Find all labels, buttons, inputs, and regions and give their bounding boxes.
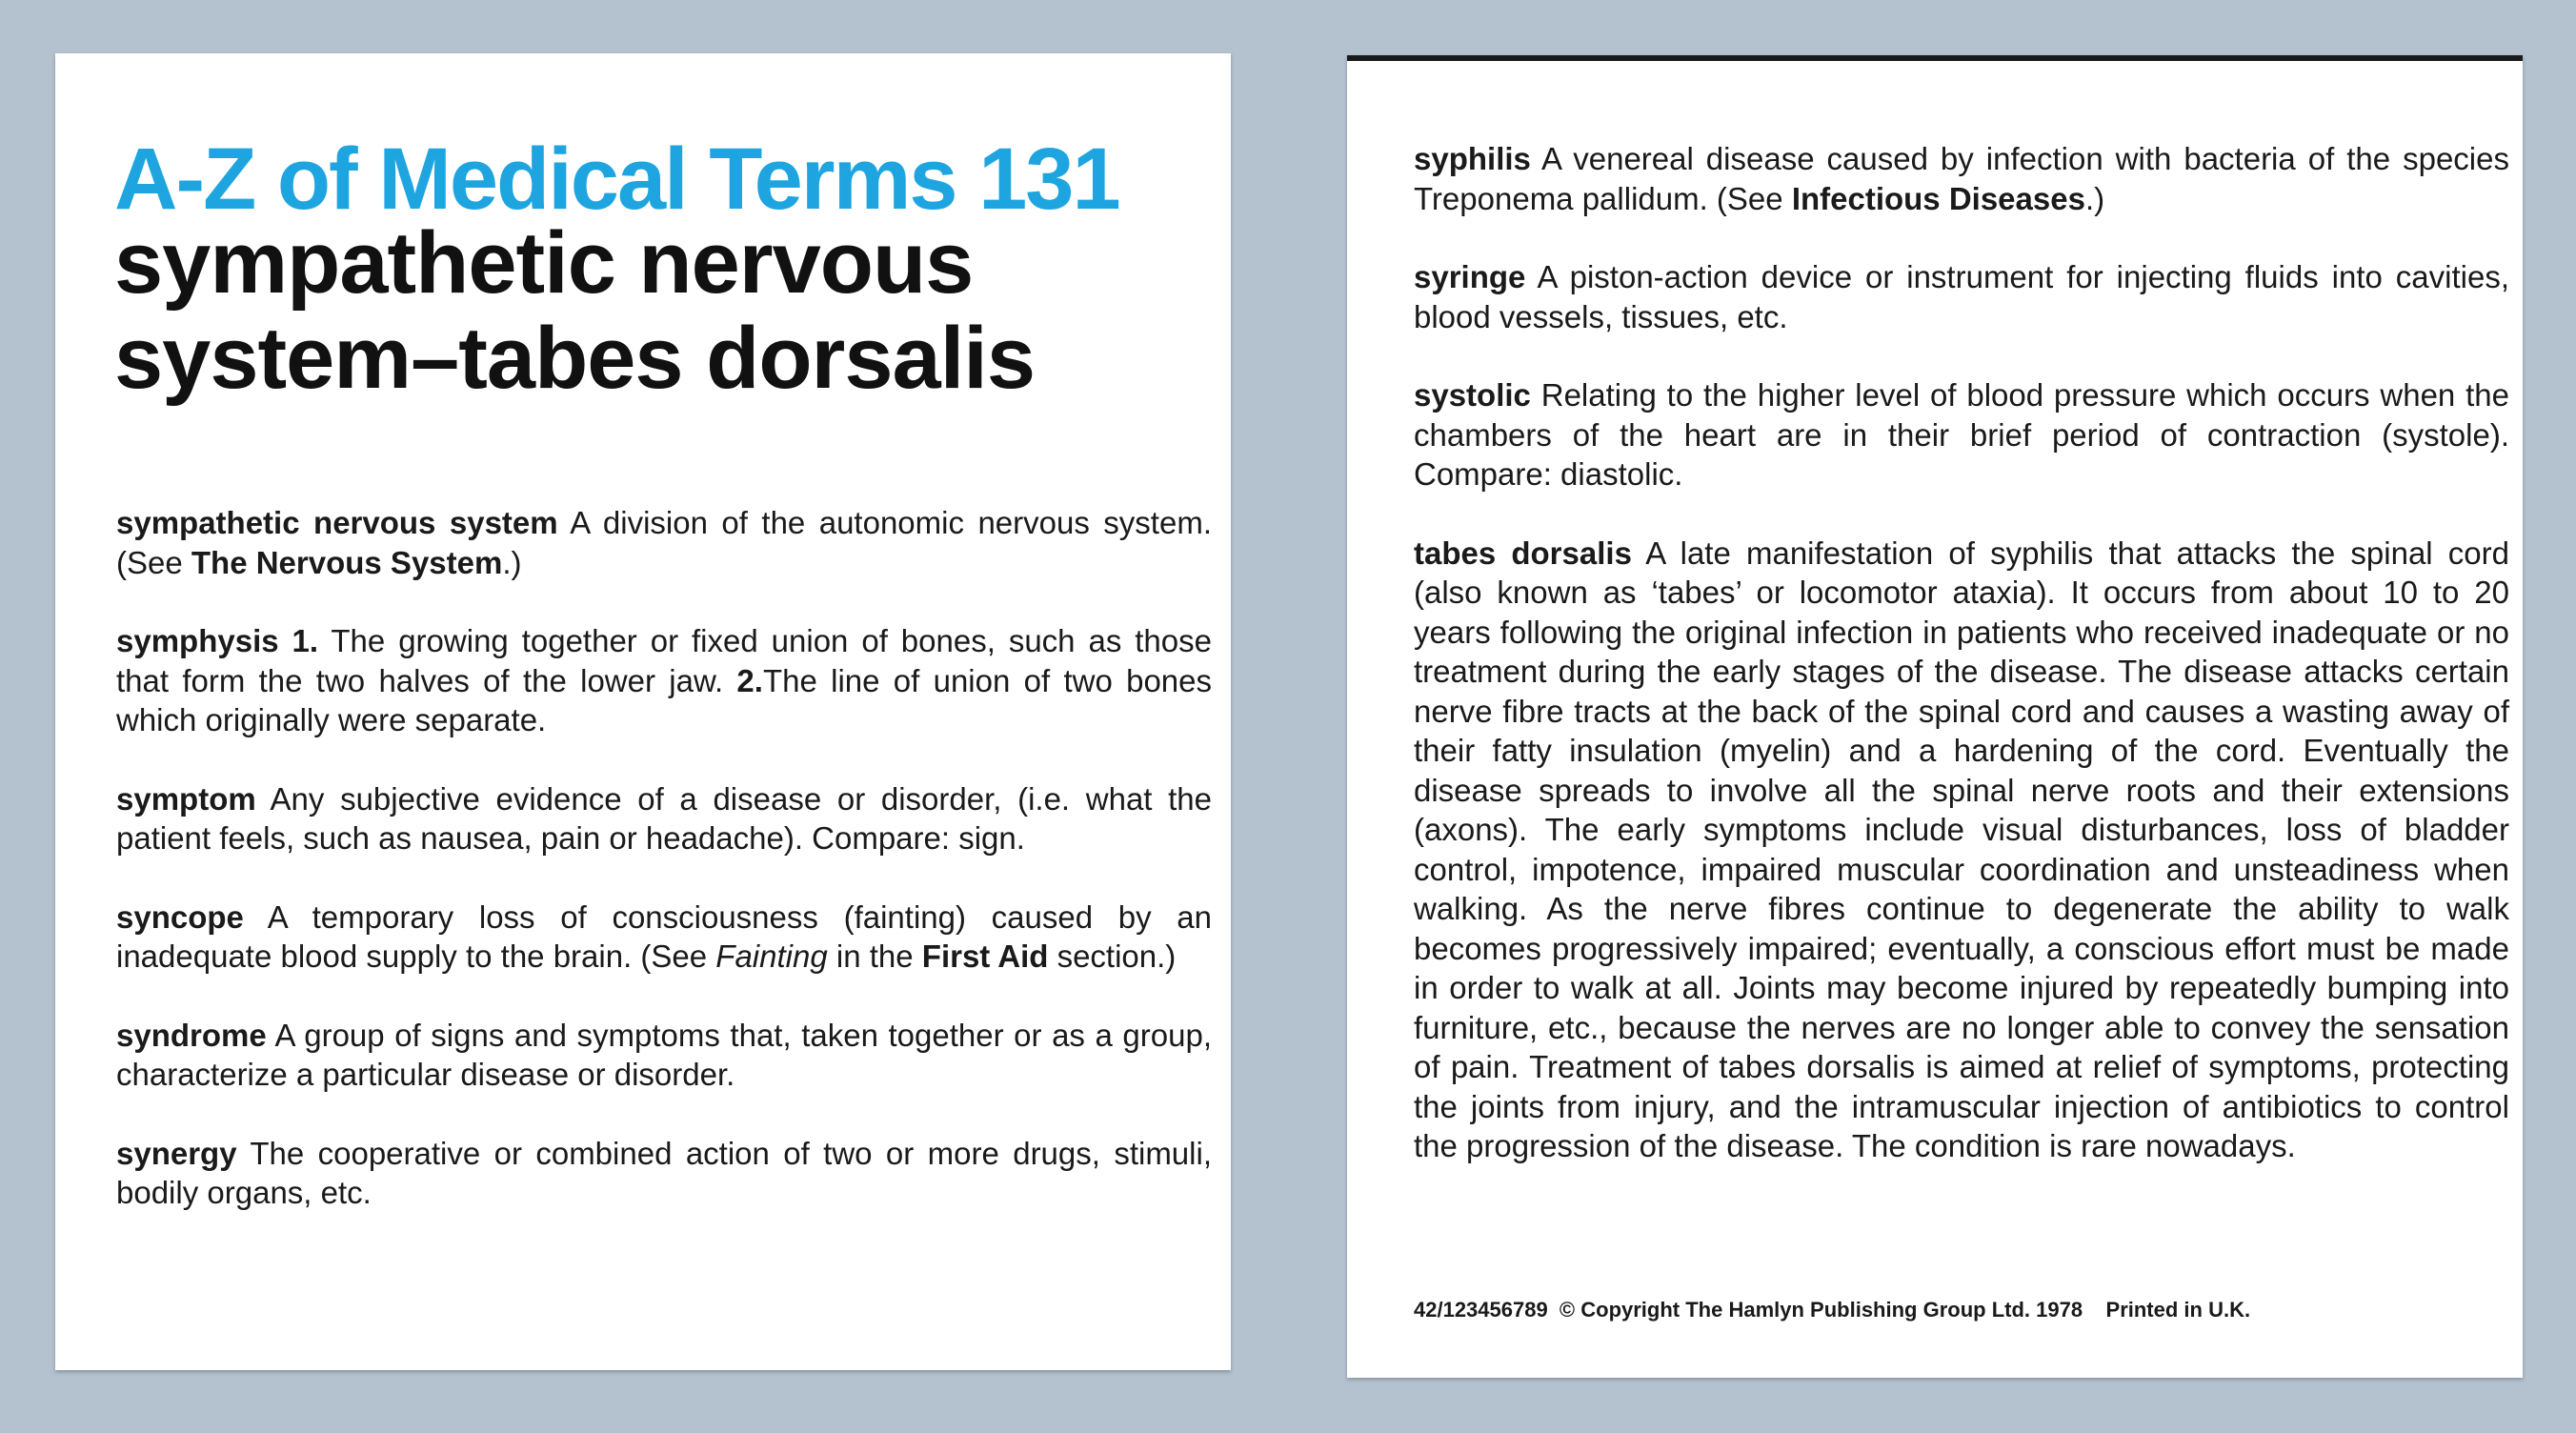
entry-term: syphilis <box>1414 141 1531 176</box>
entry-cross-reference: The Nervous System <box>191 544 503 580</box>
entry-tabes-dorsalis <box>1414 534 2509 1166</box>
entry-term: tabes dorsalis <box>1414 535 1632 571</box>
card-back <box>1347 55 2523 1378</box>
entry-term: syringe <box>1414 259 1526 294</box>
entry-definition: Any subjective evidence of a disease or disorder, (i.e. what the patient feels, such as nausea, pain or headache). Compare: sign. <box>116 780 1212 856</box>
entries-list <box>1414 139 2509 1205</box>
card-front <box>55 53 1231 1370</box>
entry-term: symptom <box>116 780 256 817</box>
entry-syncope <box>116 898 1212 977</box>
entry-syndrome <box>116 1016 1212 1095</box>
series-title: A-Z of Medical Terms 131 <box>114 131 1119 228</box>
entry-italic-reference: Fainting <box>715 939 828 974</box>
copyright-footer: 42/123456789 © Copyright The Hamlyn Publishing Group Ltd. 1978 Printed in U.K. <box>1414 1298 2251 1322</box>
entry-definition: A division of the autonomic nervous system. (See <box>116 505 1212 580</box>
entry-synergy <box>116 1134 1212 1213</box>
entry-definition: The growing together or fixed union of bones, such as those that form the two halves of the lower jaw. <box>116 623 1212 698</box>
entry-term: syndrome <box>116 1017 267 1053</box>
entry-symphysis <box>116 621 1212 740</box>
entry-definition: A temporary loss of consciousness (fainting) caused by an inadequate blood supply to the brain. (See <box>116 898 1212 974</box>
entry-definition: A venereal disease caused by infection with bacteria of the species Treponema pallidum. (See <box>1414 141 2509 216</box>
entry-definition: Relating to the higher level of blood pressure which occurs when the chambers of the heart are in their brief period of contraction (systole). Compare: diastolic. <box>1414 377 2509 492</box>
entry-syphilis <box>1414 139 2509 218</box>
entry-cross-reference: First Aid <box>921 939 1049 974</box>
entry-term: sympathetic nervous system <box>116 505 558 540</box>
entry-term: syncope <box>116 898 244 935</box>
entry-sympathetic-nervous-system <box>116 503 1212 582</box>
subtitle-line-2: system–tabes dorsalis <box>114 310 1035 407</box>
entry-definition: A late manifestation of syphilis that attacks the spinal cord (also known as ‘tabes’ or locomotor ataxia). It occurs from about 10 to 20 years following the original infection in patients who received inadequate or no treatment during the early stages of the disease. The disease attacks certain nerve fibre tracts at the back of the spinal cord and causes a wasting away of their fatty insulation (myelin) and a hardening of the cord. Eventually the disease spreads to involve all the spinal nerve roots and their extensions (axons). The early symptoms include visual disturbances, loss of bladder control, impotence, impaired muscular coordination and unsteadiness when walking. As the nerve fibres continue to degenerate the ability to walk becomes progressively impaired; eventually, a conscious effort must be made in order to walk at all. Joints may become injured by repeatedly bumping into furniture, etc., because the nerves are no longer able to convey the sensation of pain. Treatment of tabes dorsalis is aimed at relief of symptoms, protecting the joints from injury, and the intramuscular injection of antibiotics to control the progression of the disease. The condition is rare nowadays. <box>1414 535 2509 1163</box>
sense-number: 1. <box>278 623 319 658</box>
entry-cross-reference: Infectious Diseases <box>1791 180 2085 216</box>
entry-systolic <box>1414 375 2509 494</box>
entry-suffix: .) <box>502 544 522 580</box>
subtitle-line-1: sympathetic nervous <box>114 214 974 312</box>
entry-definition: The line of union of two bones which originally were separate. <box>116 662 1212 737</box>
entry-term: symphysis <box>116 623 279 658</box>
entry-definition: A group of signs and symptoms that, taken together or as a group, characterize a particular disease or disorder. <box>116 1017 1212 1092</box>
entry-definition: in the <box>827 939 922 974</box>
entry-term: synergy <box>116 1135 237 1171</box>
entry-definition: The cooperative or combined action of two or more drugs, stimuli, bodily organs, etc. <box>116 1135 1212 1210</box>
entry-symptom <box>116 779 1212 858</box>
entry-definition: A piston-action device or instrument for injecting fluids into cavities, blood vessels, tissues, etc. <box>1414 259 2509 334</box>
entries-list <box>116 503 1212 1252</box>
entry-suffix: section.) <box>1048 939 1177 974</box>
card-subtitle <box>114 215 1035 406</box>
entry-suffix: .) <box>2084 180 2105 216</box>
entry-syringe <box>1414 257 2509 336</box>
sense-number: 2. <box>736 662 763 698</box>
entry-term: systolic <box>1414 377 1531 413</box>
